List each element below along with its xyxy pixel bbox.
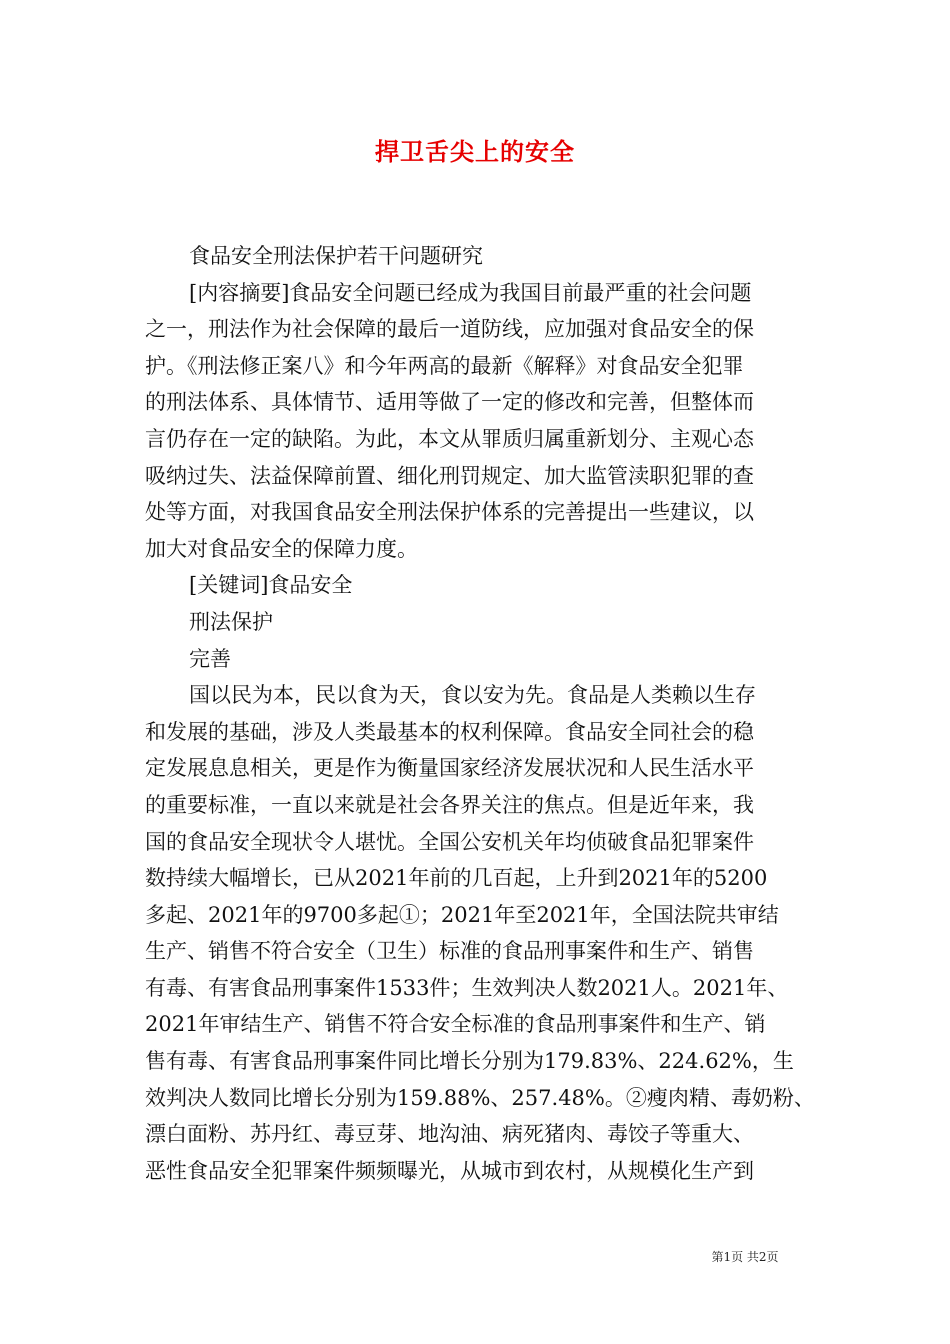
keywords-line: [关键词]食品安全	[189, 573, 353, 598]
abstract-line: 言仍存在一定的缺陷。为此，本文从罪质归属重新划分、主观心态	[145, 426, 754, 451]
abstract-line: 处等方面，对我国食品安全刑法保护体系的完善提出一些建议，以	[145, 500, 754, 525]
body-line: 售有毒、有害食品刑事案件同比增长分别为179.83%、224.62%，生	[145, 1049, 794, 1074]
body-line: 有毒、有害食品刑事案件1533件；生效判决人数2021人。2021年、	[145, 975, 789, 1000]
body-line: 数持续大幅增长，已从2021年前的几百起，上升到2021年的5200	[145, 866, 768, 891]
body-line: 国的食品安全现状令人堪忧。全国公安机关年均侦破食品犯罪案件	[145, 829, 754, 854]
abstract-line: 吸纳过失、法益保障前置、细化刑罚规定、加大监管渎职犯罪的查	[145, 463, 754, 488]
keywords-line: 刑法保护	[189, 609, 273, 634]
body-line: 的重要标准，一直以来就是社会各界关注的焦点。但是近年来，我	[145, 792, 754, 817]
page-title: 捍卫舌尖上的安全	[375, 137, 575, 166]
body-line: 多起、2021年的9700多起①；2021年至2021年，全国法院共审结	[145, 902, 779, 927]
body-line: 2021年审结生产、销售不符合安全标准的食品刑事案件和生产、销	[145, 1012, 766, 1037]
keywords-line: 完善	[189, 646, 231, 671]
subtitle: 食品安全刑法保护若干问题研究	[189, 244, 483, 268]
abstract-line: 护。《刑法修正案八》和今年两高的最新《解释》对食品安全犯罪	[145, 353, 744, 378]
abstract-line: 之一，刑法作为社会保障的最后一道防线，应加强对食品安全的保	[145, 317, 754, 342]
abstract-line: 的刑法体系、具体情节、适用等做了一定的修改和完善，但整体而	[145, 390, 754, 415]
abstract-line: [内容摘要]食品安全问题已经成为我国目前最严重的社会问题	[189, 280, 752, 305]
page-number: 第1页 共2页	[711, 1250, 779, 1264]
body-line: 恶性食品安全犯罪案件频频曝光，从城市到农村，从规模化生产到	[145, 1158, 754, 1183]
body-line: 漂白面粉、苏丹红、毒豆芽、地沟油、病死猪肉、毒饺子等重大、	[145, 1122, 754, 1147]
body-line: 国以民为本，民以食为天，食以安为先。食品是人类赖以生存	[189, 683, 756, 708]
body-line: 和发展的基础，涉及人类最基本的权利保障。食品安全同社会的稳	[145, 719, 754, 744]
page-footer	[0, 1248, 950, 1265]
abstract-line: 加大对食品安全的保障力度。	[145, 536, 418, 561]
body-line: 定发展息息相关，更是作为衡量国家经济发展状况和人民生活水平	[145, 756, 754, 781]
body-line: 生产、销售不符合安全（卫生）标准的食品刑事案件和生产、销售	[145, 939, 754, 964]
document-body	[145, 238, 815, 1189]
body-line: 效判决人数同比增长分别为159.88%、257.48%。②瘦肉精、毒奶粉、	[145, 1085, 815, 1110]
